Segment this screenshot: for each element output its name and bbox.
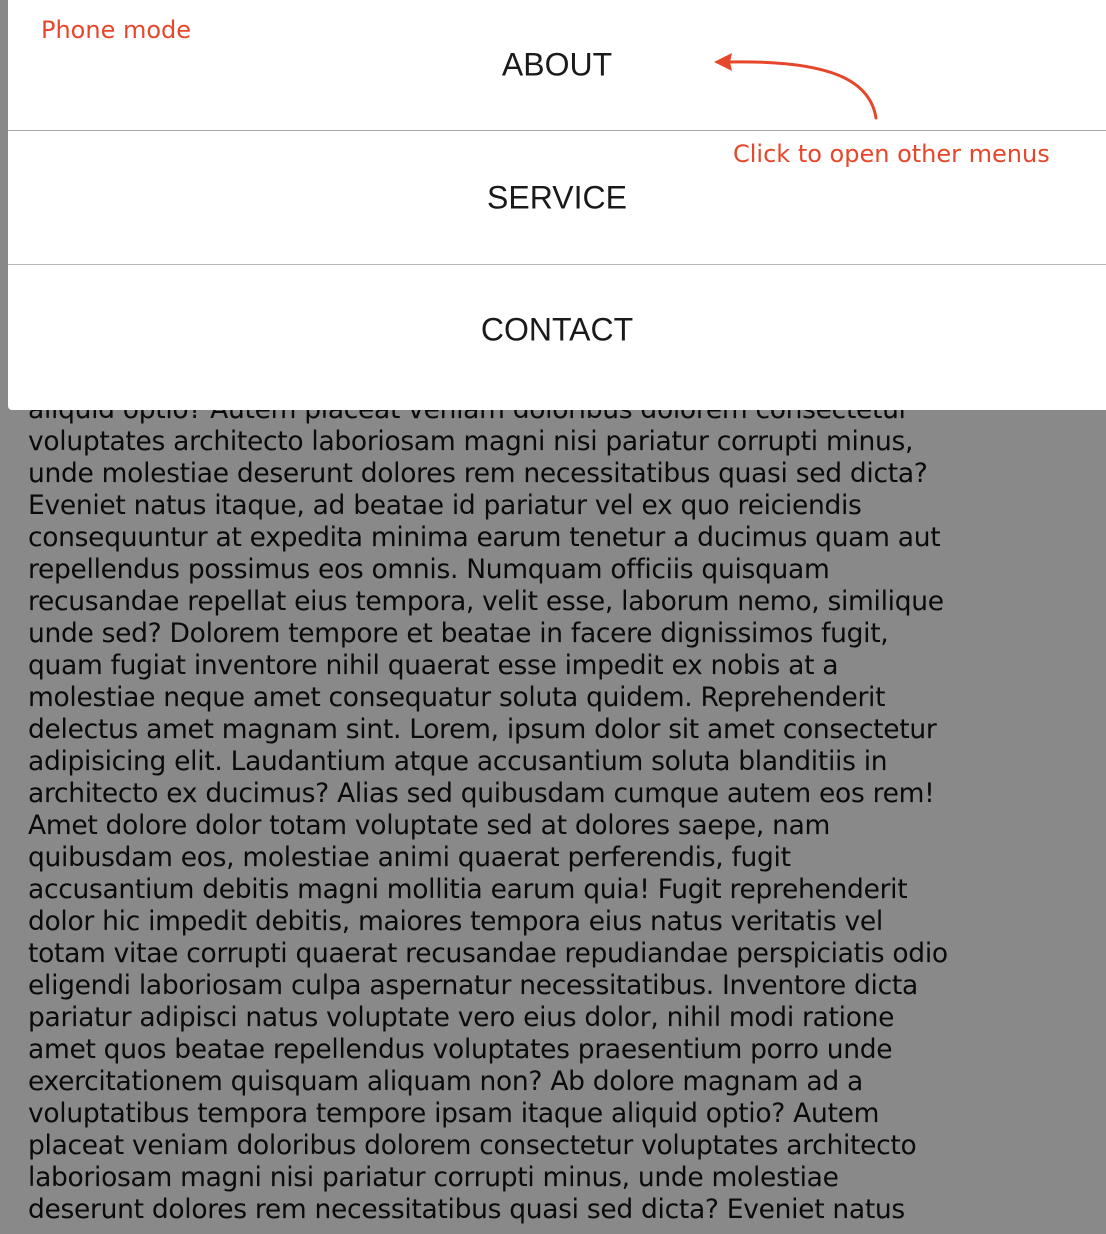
click-hint-annotation: Click to open other menus bbox=[733, 140, 1050, 168]
body-text-line: placeat veniam doloribus dolorem consectetur voluptates architecto bbox=[28, 1130, 917, 1161]
body-text-line: adipisicing elit. Laudantium atque accusantium soluta blanditiis in bbox=[28, 746, 888, 777]
body-text-line: laboriosam magni nisi pariatur corrupti minus, unde molestiae bbox=[28, 1162, 839, 1193]
body-text-line: accusantium debitis magni mollitia earum quia! Fugit reprehenderit bbox=[28, 874, 908, 905]
body-text-line: Amet dolore dolor totam voluptate sed at dolores saepe, nam bbox=[28, 810, 831, 841]
body-text-line: consequuntur at expedita minima earum tenetur a ducimus quam aut bbox=[28, 522, 941, 553]
body-text-line: totam vitae corrupti quaerat recusandae repudiandae perspiciatis odio bbox=[28, 938, 948, 969]
body-text-line: voluptatibus tempora tempore ipsam itaque aliquid optio? Autem bbox=[28, 1098, 880, 1129]
annotation-arrow-icon bbox=[700, 40, 900, 130]
phone-mode-annotation: Phone mode bbox=[41, 16, 192, 44]
body-text-line: voluptates architecto laboriosam magni nisi pariatur corrupti minus, bbox=[28, 426, 914, 457]
body-text-line: eligendi laboriosam culpa aspernatur necessitatibus. Inventore dicta bbox=[28, 970, 918, 1001]
page-body-text bbox=[28, 394, 1096, 1226]
body-text-line: recusandae repellat eius tempora, velit esse, laborum nemo, similique bbox=[28, 586, 944, 617]
menu-item-label: CONTACT bbox=[480, 311, 634, 348]
body-text-line: deserunt dolores rem necessitatibus quasi sed dicta? Eveniet natus bbox=[28, 1194, 905, 1225]
body-text-line: quam fugiat inventore nihil quaerat esse impedit ex nobis at a bbox=[28, 650, 839, 681]
body-text-line: pariatur adipisci natus voluptate vero eius dolor, nihil modi ratione bbox=[28, 1002, 895, 1033]
body-text-line: amet quos beatae repellendus voluptates praesentium porro unde bbox=[28, 1034, 893, 1065]
body-text-line: delectus amet magnam sint. Lorem, ipsum dolor sit amet consectetur bbox=[28, 714, 937, 745]
menu-item-label: ABOUT bbox=[501, 46, 613, 83]
body-text-line: Eveniet natus itaque, ad beatae id pariatur vel ex quo reiciendis bbox=[28, 490, 862, 521]
body-text-line: dolor hic impedit debitis, maiores tempora eius natus veritatis vel bbox=[28, 906, 883, 937]
mobile-nav-menu bbox=[8, 0, 1106, 410]
body-text-line: exercitationem quisquam aliquam non? Ab dolore magnam ad a bbox=[28, 1066, 863, 1097]
body-text-line: unde molestiae deserunt dolores rem necessitatibus quasi sed dicta? bbox=[28, 458, 928, 489]
menu-item-label: SERVICE bbox=[487, 179, 627, 215]
body-text-line: molestiae neque amet consequatur soluta quidem. Reprehenderit bbox=[28, 682, 886, 713]
body-text-line: architecto ex ducimus? Alias sed quibusdam cumque autem eos rem! bbox=[28, 778, 935, 809]
body-text-line: unde sed? Dolorem tempore et beatae in facere dignissimos fugit, bbox=[28, 618, 889, 649]
body-text-line: quibusdam eos, molestiae animi quaerat perferendis, fugit bbox=[28, 842, 791, 873]
menu-item-contact[interactable] bbox=[8, 265, 1106, 395]
body-text-line: repellendus possimus eos omnis. Numquam officiis quisquam bbox=[28, 554, 830, 585]
